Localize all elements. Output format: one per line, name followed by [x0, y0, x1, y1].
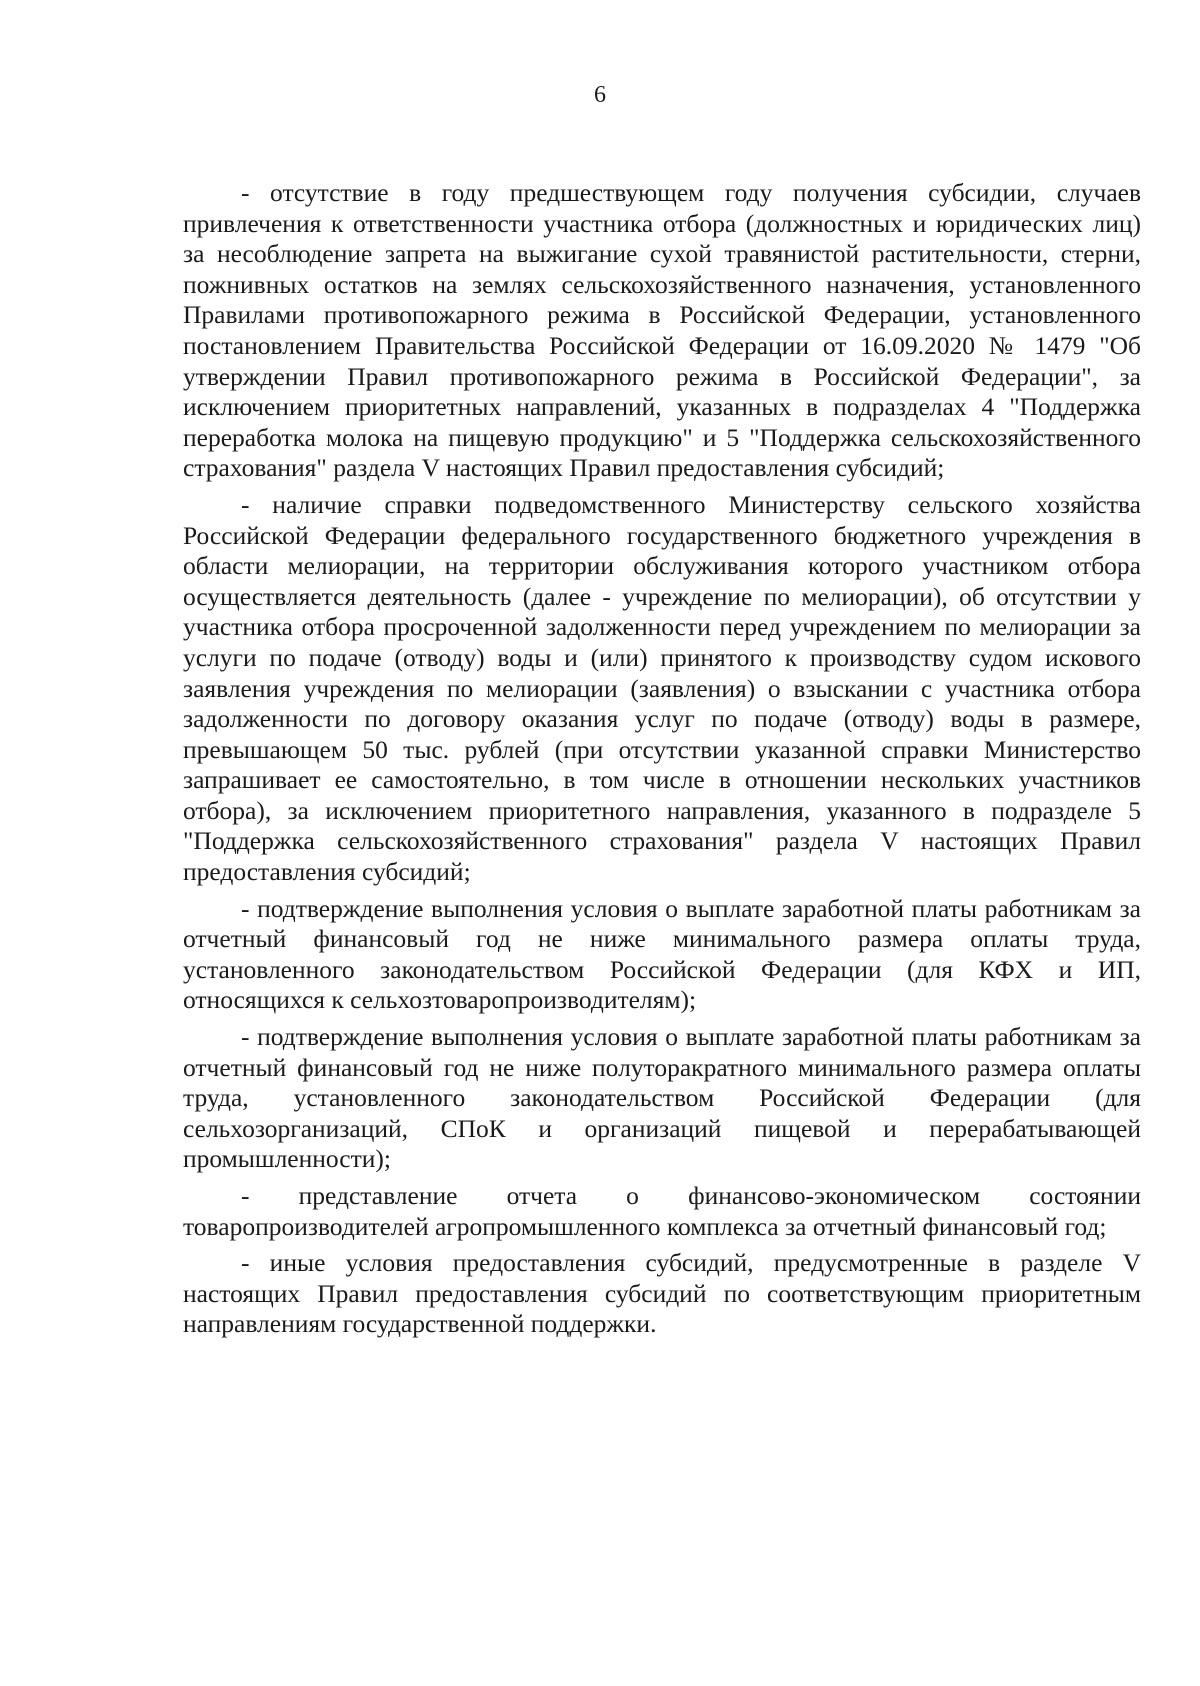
paragraph-fire-violations-condition: - отсутствие в году предшествующем году получения субсидии, случаев привлечения к ответственности участника отбора (должностных и юридических лиц) за несоблюдение запрета на выжигание сухой травянистой растительности, стерни, пожнивных остатков на землях сельскохозяйственного назначения, установленного Правилами противопожарного режима в Российской Федерации, установленного постановлением Правительства Российской Федерации от 16.09.2020 № 1479 "Об утверждении Правил противопожарного режима в Российской Федерации", за исключением приоритетных направлений, указанных в подразделах 4 "Поддержка переработка молока на пищевую продукцию" и 5 "Поддержка сельскохозяйственного страхования" раздела V настоящих Правил предоставления субсидий; [183, 178, 1141, 483]
paragraph-other-conditions: - иные условия предоставления субсидий, предусмотренные в разделе V настоящих Правил предоставления субсидий по соответствующим приоритетным направлениям государственной поддержки. [183, 1248, 1141, 1339]
paragraph-minimum-wage-condition: - подтверждение выполнения условия о выплате заработной платы работникам за отчетный финансовый год не ниже минимального размера оплаты труда, установленного законодательством Российской Федерации (для КФХ и ИП, относящихся к сельхозтоваропроизводителям); [183, 893, 1141, 1015]
paragraph-one-and-half-wage-condition: - подтверждение выполнения условия о выплате заработной платы работникам за отчетный финансовый год не ниже полуторакратного минимального размера оплаты труда, установленного законодательством Российской Федерации (для сельхозорганизаций, СПоК и организаций пищевой и перерабатывающей промышленности); [183, 1022, 1141, 1174]
document-body [183, 178, 1141, 1340]
page-number: 6 [594, 82, 606, 108]
paragraph-financial-report-condition: - представление отчета о финансово-экономическом состоянии товаропроизводителей агропромышленного комплекса за отчетный финансовый год; [183, 1181, 1141, 1241]
paragraph-melioration-certificate-condition: - наличие справки подведомственного Министерству сельского хозяйства Российской Федерации федерального государственного бюджетного учреждения в области мелиорации, на территории обслуживания которого участником отбора осуществляется деятельность (далее - учреждение по мелиорации), об отсутствии у участника отбора просроченной задолженности перед учреждением по мелиорации за услуги по подаче (отводу) воды и (или) принятого к производству судом искового заявления учреждения по мелиорации (заявления) о взыскании с участника отбора задолженности по договору оказания услуг по подаче (отводу) воды в размере, превышающем 50 тыс. рублей (при отсутствии указанной справки Министерство запрашивает ее самостоятельно, в том числе в отношении нескольких участников отбора), за исключением приоритетного направления, указанного в подразделе 5 "Поддержка сельскохозяйственного страхования" раздела V настоящих Правил предоставления субсидий; [183, 489, 1141, 887]
